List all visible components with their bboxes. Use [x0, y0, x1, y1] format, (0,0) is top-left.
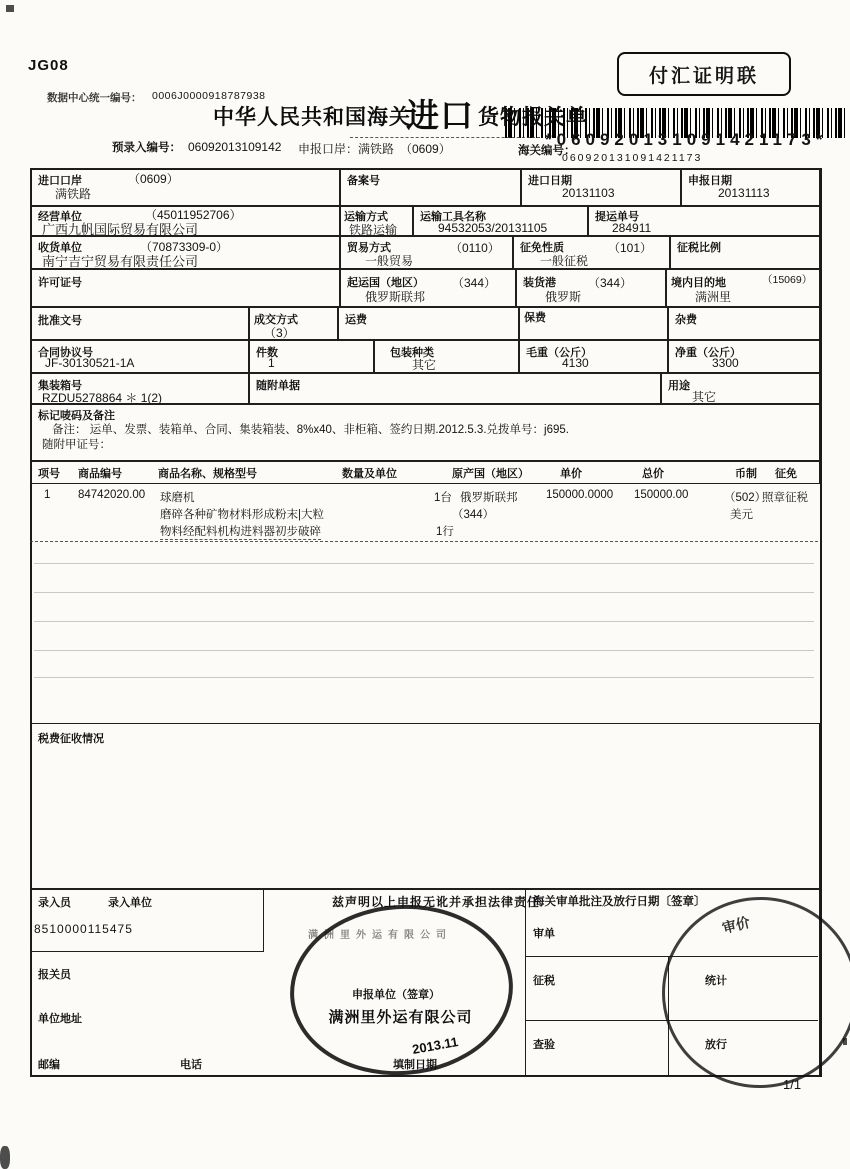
bill-no-value: 284911: [612, 221, 652, 235]
loading-port-code: （344）: [588, 276, 633, 290]
item-header-total-price: 总价: [642, 468, 664, 480]
doc-title-prefix: 中华人民共和国海关: [213, 106, 411, 129]
ruling-line: [34, 592, 814, 593]
operator-code: （45011952706）: [145, 208, 242, 222]
page-number: 1/1: [783, 1077, 802, 1092]
item-header-currency: 币制: [735, 468, 757, 480]
doc-title-suffix: 货物报关单: [478, 106, 588, 129]
destination-code: （15069）: [762, 274, 813, 286]
phone-label: 电话: [180, 1059, 202, 1071]
levy-nature-label: 征免性质: [520, 242, 564, 254]
data-center-number-label: 数据中心统一编号：: [47, 92, 142, 104]
attached-docs-label: 随附单据: [256, 380, 300, 392]
customs-section-divider: [525, 888, 526, 1075]
container-no-label: 集装箱号: [38, 380, 82, 392]
customs-header: 海关审单批注及放行日期〔签章〕: [533, 896, 706, 908]
title-underline: [350, 137, 540, 138]
stats-label: 统计: [705, 975, 727, 987]
tax-ratio-label: 征税比例: [677, 242, 721, 254]
item-header-no: 项号: [38, 468, 60, 480]
container-no-value: RZDU5278864 ＊ 1(2): [42, 391, 163, 405]
transport-tool-value: 94532053/20131105: [438, 221, 548, 235]
marks-label: 标记唛码及备注: [38, 410, 115, 422]
record-no-label: 备案号: [347, 175, 380, 187]
postcode-label: 邮编: [38, 1059, 60, 1071]
item-total-price: 150000.00: [634, 489, 689, 501]
item-levy: 照章征税: [762, 492, 808, 504]
package-type-value: 其它: [412, 358, 437, 372]
customs-stamp-price-review: 审价: [720, 913, 752, 937]
operator-label: 经营单位: [38, 211, 82, 223]
address-label: 单位地址: [38, 1013, 82, 1025]
origin-country-value: 俄罗斯联邦: [365, 290, 426, 304]
declare-date-value: 20131113: [718, 186, 770, 200]
import-port-code: （0609）: [128, 172, 179, 186]
declarer-stamp-arc-text: 满洲里外运有限公司: [308, 930, 452, 941]
ruling-line: [34, 621, 814, 622]
item-qty: 1台: [434, 492, 452, 504]
declaration-statement: 兹声明以上申报无讹并承担法律责任: [332, 895, 541, 909]
entry-unit-label: 录入单位: [108, 897, 152, 909]
declarer-stamp-date: 2013.11: [411, 1034, 460, 1057]
misc-fees-label: 杂费: [675, 314, 697, 326]
cell-tax-section: [30, 723, 820, 890]
approval-no-label: 批准文号: [38, 315, 82, 327]
declare-unit-label: 申报单位（签章）: [352, 989, 440, 1001]
item-name-line2: 磨碎各种矿物材料形成粉末|大粒: [160, 509, 324, 521]
net-weight-value: 3300: [712, 356, 739, 370]
freight-label: 运费: [345, 314, 367, 326]
levy-nature-value: 一般征税: [540, 254, 589, 268]
item-header-origin: 原产国（地区）: [452, 468, 529, 480]
import-port-label: 进口口岸: [38, 175, 82, 187]
transaction-mode-value: （3）: [264, 326, 295, 340]
loading-port-label: 装货港: [523, 277, 556, 289]
fill-date-label: 填制日期: [393, 1059, 437, 1071]
item-separator-line: [30, 541, 818, 542]
transport-mode-label: 运输方式: [344, 211, 388, 223]
receiver-value: 南宁吉宁贸易有限责任公司: [42, 254, 199, 269]
item-header-unit-price: 单价: [560, 468, 582, 480]
form-code: JG08: [28, 57, 69, 74]
item-name-line3: 物料经配料机构进料器初步破碎: [160, 523, 321, 540]
item-code: 84742020.00: [78, 489, 146, 501]
item-origin-code: （344）: [452, 509, 495, 521]
ruling-line: [34, 677, 814, 678]
import-port-value: 满铁路: [55, 187, 92, 201]
trade-mode-value: 一般贸易: [365, 254, 414, 268]
receiver-code: （70873309-0）: [140, 240, 229, 254]
item-currency-code: （502）: [724, 492, 767, 504]
loading-port-value: 俄罗斯: [545, 290, 582, 304]
pre-entry-number-label: 预录入编号：: [112, 142, 181, 154]
barcode-number: *060920131091421173*: [545, 130, 828, 149]
ruling-line: [34, 563, 814, 564]
payment-certificate-copy-label: 付汇证明联: [648, 65, 759, 87]
declare-date-label: 申报日期: [688, 175, 732, 187]
trade-mode-label: 贸易方式: [347, 242, 391, 254]
declarer-stamp-company: 满洲里外运有限公司: [328, 1009, 473, 1026]
tax-section-label: 税费征收情况: [38, 733, 104, 745]
marks-note: 备注： 运单、发票、装箱单、合同、集装箱装、8%x40、非柜箱、签约日期.2012.5.3.兑拨单号：j695.: [52, 424, 569, 436]
barcode-number-small: 060920131091421173: [562, 152, 703, 164]
item-no: 1: [44, 489, 51, 501]
item-origin: 俄罗斯联邦: [460, 492, 518, 504]
ruling-line: [34, 650, 814, 651]
cell-attached-docs: [248, 372, 662, 405]
item-header-levy: 征免: [775, 468, 797, 480]
data-center-number: 0006J0000918787938: [152, 90, 266, 102]
operator-value: 广西九帆国际贸易有限公司: [42, 222, 199, 237]
insurance-label: 保费: [524, 312, 546, 324]
usage-label: 用途: [668, 380, 690, 392]
transaction-mode-label: 成交方式: [254, 314, 298, 326]
item-table-header-row: [30, 460, 820, 484]
pieces-value: 1: [268, 356, 275, 370]
item-currency-name: 美元: [730, 509, 753, 521]
levy-nature-code: （101）: [608, 241, 653, 255]
trade-mode-code: （0110）: [450, 241, 500, 255]
review-label: 审单: [533, 928, 555, 940]
payment-certificate-copy-box: [617, 52, 791, 96]
item-header-code: 商品编号: [78, 468, 122, 480]
scan-artifact: [6, 5, 14, 12]
scan-artifact: [0, 1146, 10, 1169]
destination-label: 境内目的地: [671, 277, 726, 289]
item-header-qty: 数量及单位: [342, 468, 397, 480]
doc-title-import: 进口: [406, 97, 474, 134]
origin-country-code: （344）: [452, 276, 497, 290]
item-unit-price: 150000.0000: [546, 489, 614, 501]
entry-code: 8510000115475: [34, 922, 133, 936]
inspect-label: 查验: [533, 1039, 555, 1051]
gross-weight-label: 毛重（公斤）: [526, 347, 592, 359]
transport-tool-label: 运输工具名称: [420, 211, 486, 223]
license-no-label: 许可证号: [38, 277, 82, 289]
marks-note2: 随附甲证号：: [42, 439, 111, 451]
item-qty-line3: 1行: [436, 526, 454, 538]
bill-no-label: 提运单号: [595, 211, 639, 223]
gross-weight-value: 4130: [562, 356, 589, 370]
contract-no-label: 合同协议号: [38, 347, 93, 359]
usage-value: 其它: [692, 390, 717, 404]
package-type-label: 包装种类: [390, 347, 434, 359]
net-weight-label: 净重（公斤）: [675, 347, 741, 359]
item-name-line1: 球磨机: [160, 492, 195, 504]
transport-mode-value: 铁路运输: [349, 223, 398, 237]
declare-port: 申报口岸：满铁路 （0609）: [298, 142, 451, 156]
release-label: 放行: [705, 1039, 727, 1051]
tax-label: 征税: [533, 975, 555, 987]
contract-no-value: JF-30130521-1A: [45, 356, 135, 370]
destination-value: 满洲里: [695, 290, 732, 304]
item-header-name: 商品名称、规格型号: [158, 468, 257, 480]
import-date-label: 进口日期: [528, 175, 572, 187]
origin-country-label: 起运国（地区）: [347, 277, 424, 289]
pieces-label: 件数: [256, 347, 278, 359]
entry-clerk-label: 录入员: [38, 897, 71, 909]
broker-label: 报关员: [38, 969, 71, 981]
receiver-label: 收货单位: [38, 242, 82, 254]
import-date-value: 20131103: [562, 186, 615, 200]
pre-entry-number: 06092013109142: [188, 140, 282, 154]
customs-number-label: 海关编号：: [518, 145, 576, 157]
